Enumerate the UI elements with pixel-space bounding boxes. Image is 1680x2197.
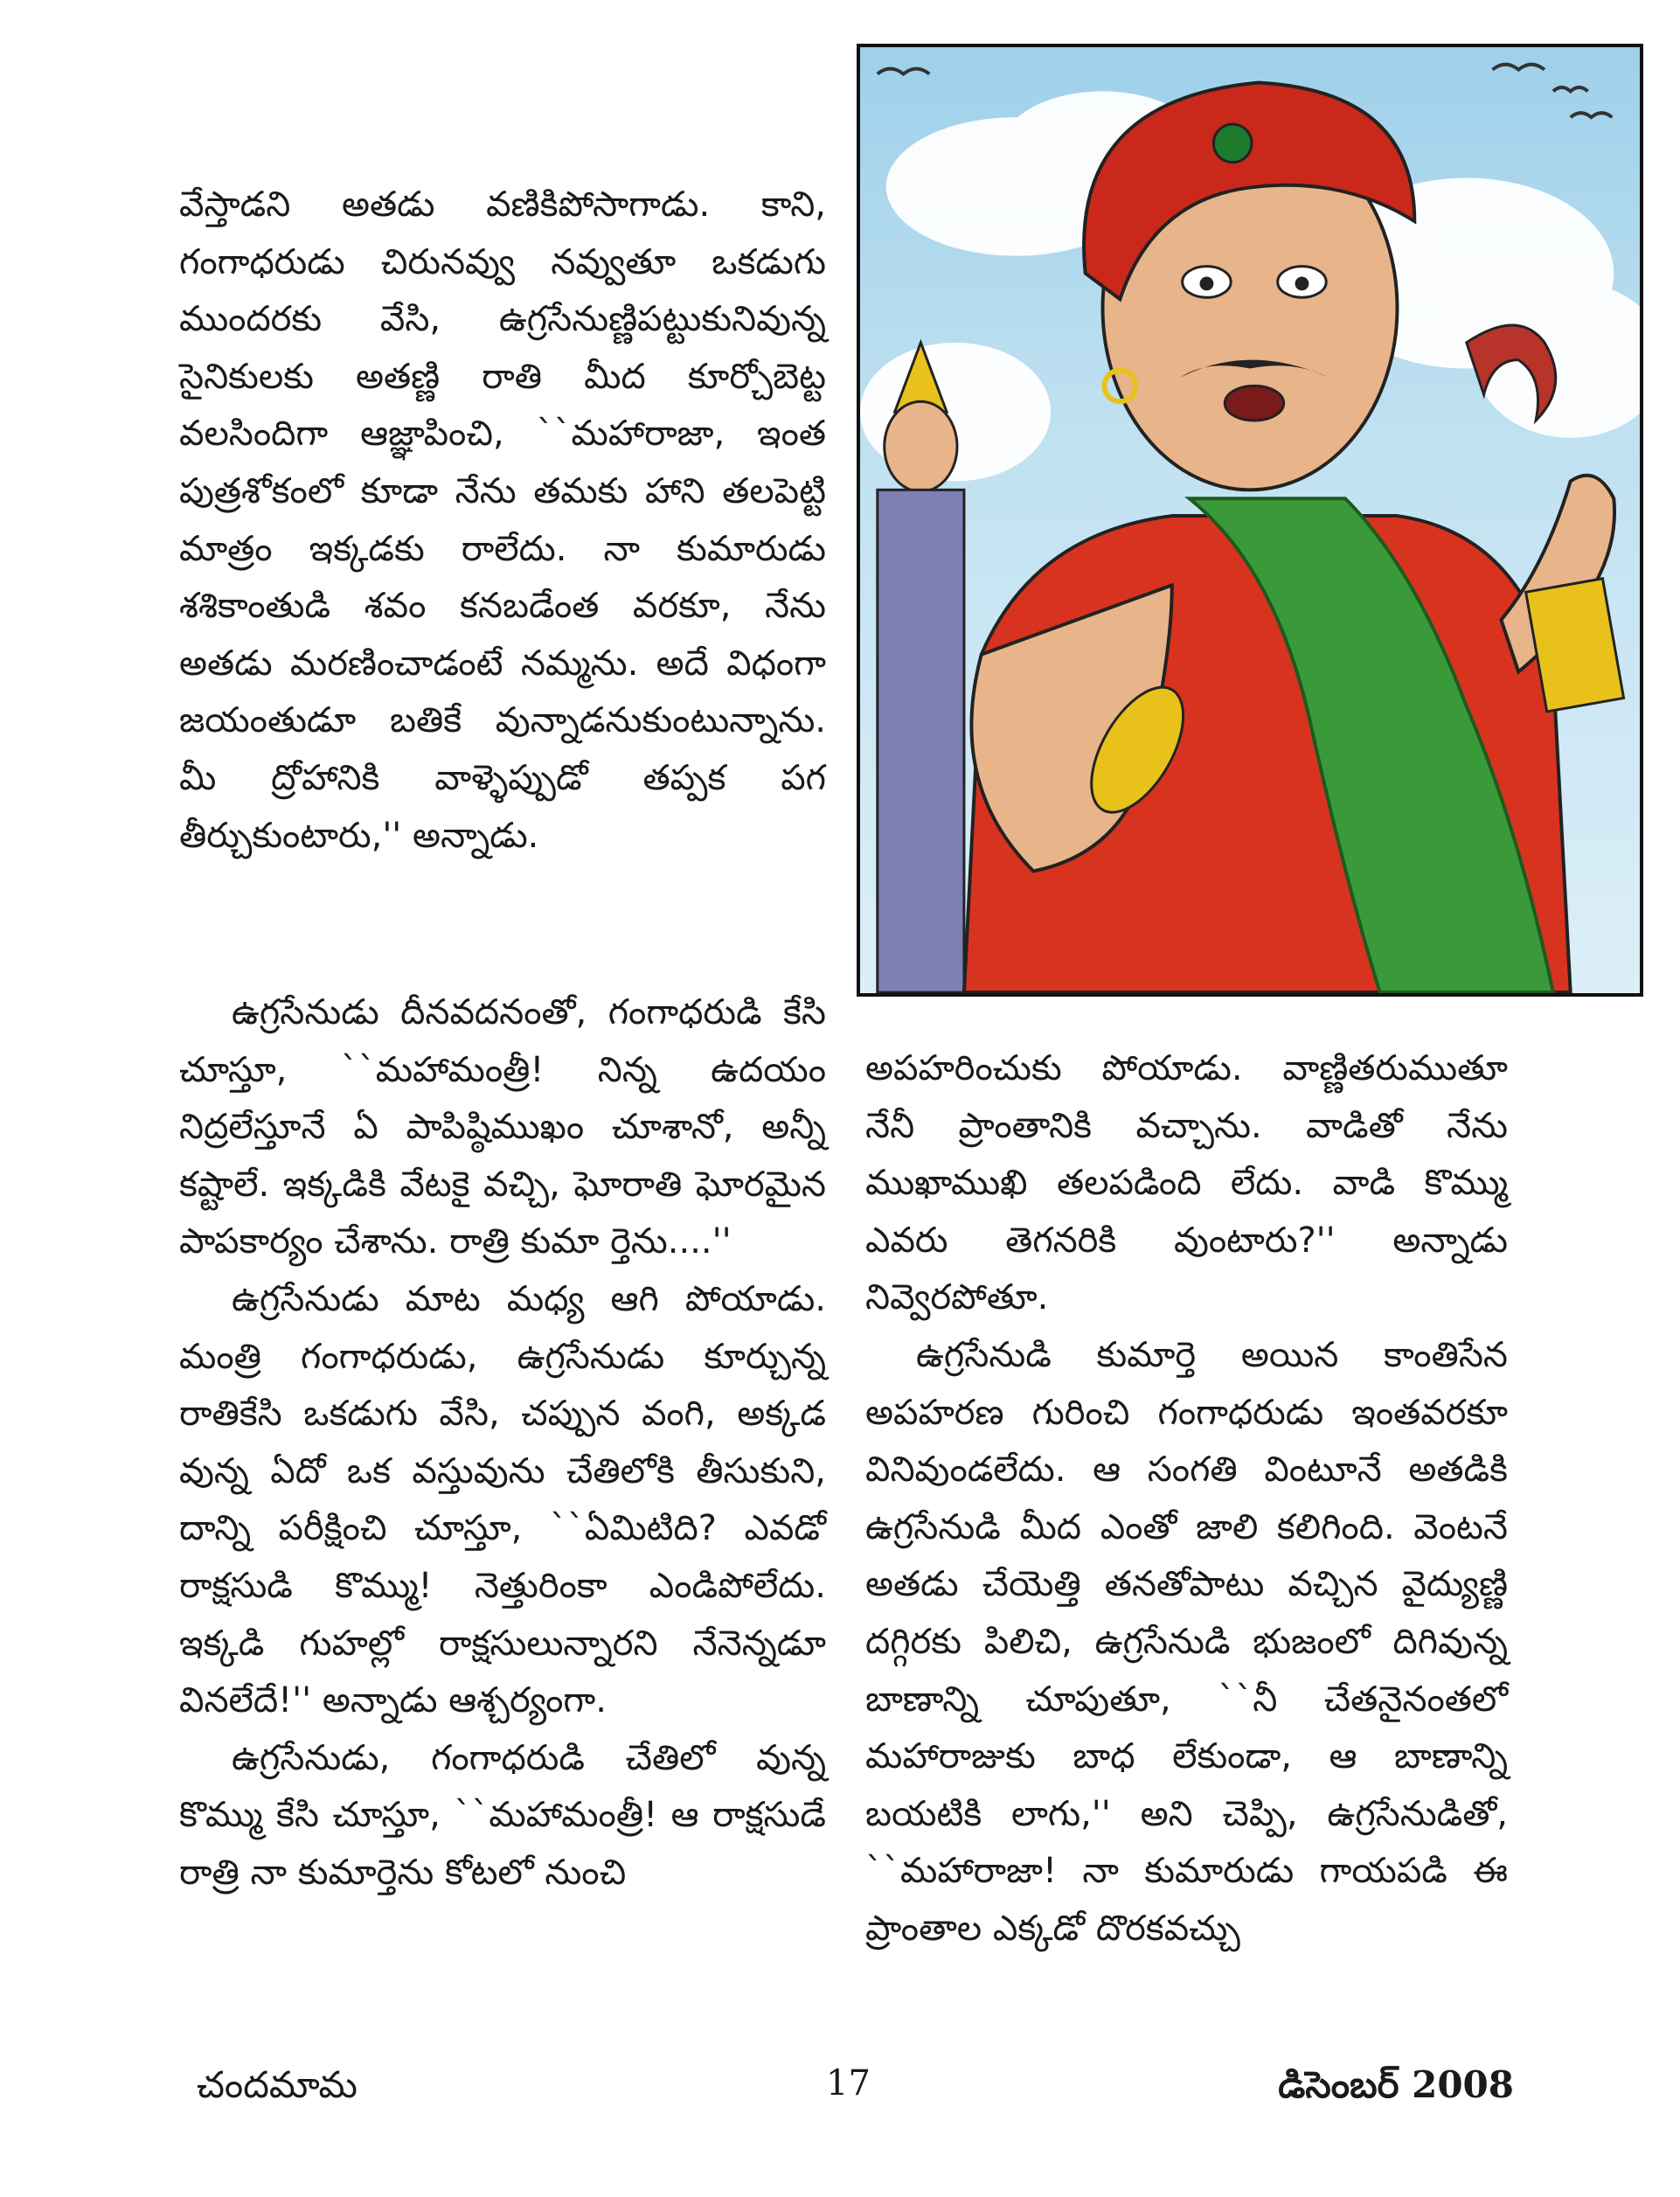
paragraph: ఉగ్రసేనుడు దీనవదనంతో, గంగాధరుడి కేసి చూస్తూ, ``మహామంత్రీ! నిన్న ఉదయం నిద్రలేస్తూనే ఏ పాపిష్ఠిముఖం చూశానో, అన్నీ కష్టాలే. ఇక్కడికి వేటకై వచ్చి, ఘోరాతి ఘోరమైన పాపకార్యం చేశాను. రాత్రి కుమా ర్తెను....'' [179, 992, 826, 1262]
magazine-name: చందమామ [197, 2063, 358, 2106]
soldier-figure [878, 343, 964, 992]
king-illustration [860, 47, 1640, 993]
paragraph: ఉగ్రసేనుడు, గంగాధరుడి చేతిలో వున్న కొమ్ము కేసి చూస్తూ, ``మహామంత్రీ! ఆ రాక్షసుడే రాత్రి నా కుమార్తెను కోటలో నుంచి [179, 1737, 826, 1893]
paragraph: ఉగ్రసేనుడు మాట మధ్య ఆగి పోయాడు. మంత్రి గంగాధరుడు, ఉగ్రసేనుడు కూర్చున్న రాతికేసి ఒకడుగు వేసి, చప్పున వంగి, అక్కడ వున్న ఏదో ఒక వస్తువును చేతిలోకి తీసుకుని, దాన్ని పరీక్షించి చూస్తూ, ``ఏమిటిది? ఎవడో రాక్షసుడి కొమ్ము! నెత్తురింకా ఎండిపోలేదు. ఇక్కడి గుహల్లో రాక్షసులున్నారని నేనెన్నడూ వినలేదే!'' అన్నాడు ఆశ్చర్యంగా. [179, 1278, 826, 1721]
issue-date: డిసెంబర్ 2008 [1278, 2063, 1514, 2106]
paragraph: వేస్తాడని అతడు వణికిపోసాగాడు. కాని, గంగాధరుడు చిరునవ్వు నవ్వుతూ ఒకడుగు ముందరకు వేసి, ఉగ్రసేనుణ్ణిపట్టుకునివున్న సైనికులకు అతణ్ణి రాతి మీద కూర్చోబెట్ట వలసిందిగా ఆజ్ఞాపించి, ``మహారాజా, ఇంత పుత్రశోకంలో కూడా నేను తమకు హాని తలపెట్టి మాత్రం ఇక్కడకు రాలేదు. నా కుమారుడు శశికాంతుడి శవం కనబడేంత వరకూ, నేను అతడు మరణించాడంటే నమ్మను. అదే విధంగా జయంతుడూ బతికే వున్నాడనుకుంటున్నాను. మీ ద్రోహానికి వాళ్ళెప్పుడో తప్పక పగ తీర్చుకుంటారు,'' అన్నాడు. [179, 184, 826, 856]
paragraph: అపహరించుకు పోయాడు. వాణ్ణితరుముతూ నేనీ ప్రాంతానికి వచ్చాను. వాడితో నేను ముఖాముఖి తలపడింది లేదు. వాడి కొమ్ము ఎవరు తెగనరికి వుంటారు?'' అన్నాడు నివ్వెరపోతూ. [865, 1048, 1508, 1318]
story-illustration [857, 44, 1643, 997]
page-number: 17 [826, 2063, 871, 2103]
text-column-left-top [179, 177, 826, 865]
text-column-right [865, 1040, 1508, 1958]
text-column-left-bottom [179, 984, 826, 1902]
paragraph: ఉగ్రసేనుడి కుమార్తె అయిన కాంతిసేన అపహరణ గురించి గంగాధరుడు ఇంతవరకూ వినివుండలేదు. ఆ సంగతి వింటూనే అతడికి ఉగ్రసేనుడి మీద ఎంతో జాలి కలిగింది. వెంటనే అతడు చేయెత్తి తనతోపాటు వచ్చిన వైద్యుణ్ణి దగ్గిరకు పిలిచి, ఉగ్రసేనుడి భుజంలో దిగివున్న బాణాన్ని చూపుతూ, ``నీ చేతనైనంతలో మహారాజుకు బాధ లేకుండా, ఆ బాణాన్ని బయటికి లాగు,'' అని చెప్పి, ఉగ్రసేనుడితో, ``మహారాజా! నా కుమారుడు గాయపడి ఈ ప్రాంతాల ఎక్కడో దొరకవచ్చు [865, 1334, 1508, 1949]
